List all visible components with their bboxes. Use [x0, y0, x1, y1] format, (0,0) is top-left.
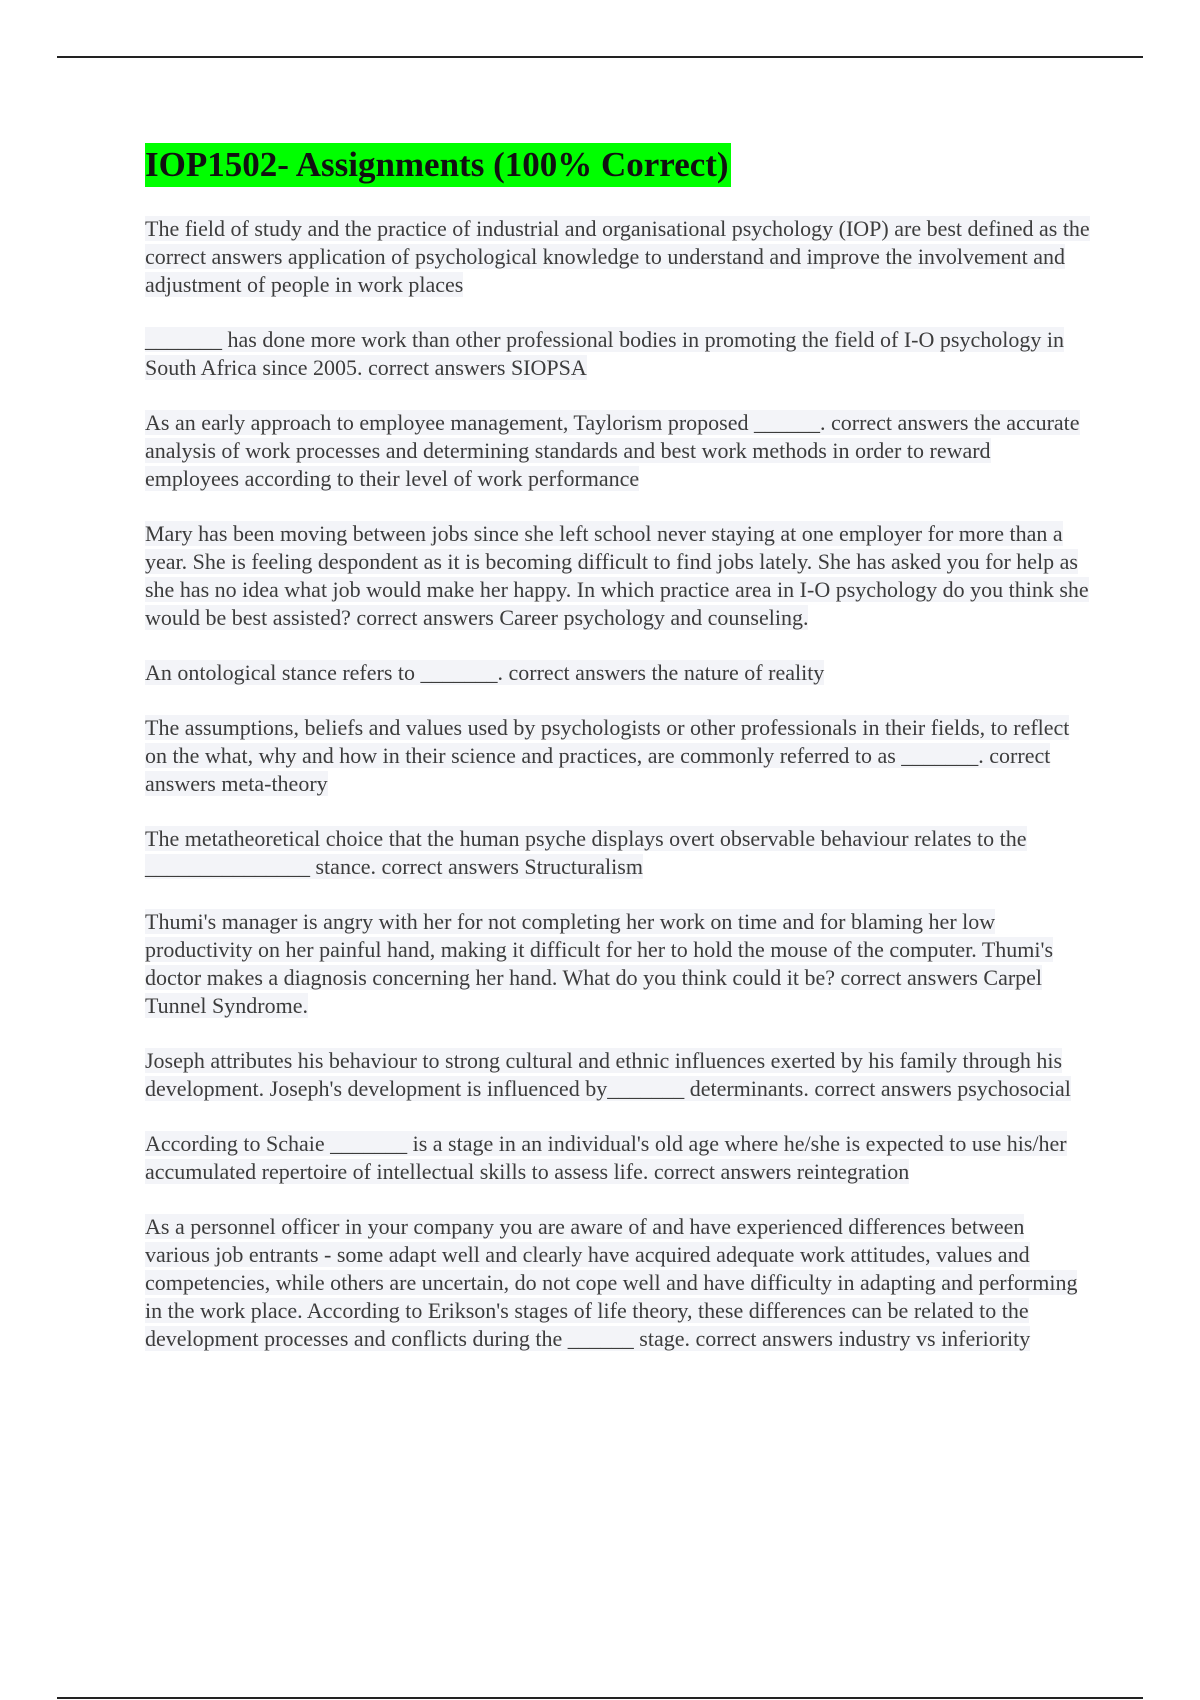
- qa-item: [145, 520, 1090, 632]
- qa-item-text: As a personnel officer in your company you are aware of and have experienced differences between various job entrants - some adapt well and clearly have acquired adequate work attitudes, values and competencies, while others are uncertain, do not cope well and have difficulty in adapting and performing in the work place. According to Erikson's stages of life theory, these differences can be related to the development processes and conflicts during the ______ stage. correct answers industry vs inferiority: [145, 1214, 1078, 1351]
- qa-item-text: The assumptions, beliefs and values used by psychologists or other professionals in their fields, to reflect on the what, why and how in their science and practices, are commonly referred to as _______. correct answers meta-theory: [145, 715, 1070, 796]
- qa-item: [145, 1047, 1090, 1103]
- qa-item: [145, 825, 1090, 881]
- qa-item-text: _______ has done more work than other professional bodies in promoting the field of I-O psychology in South Africa since 2005. correct answers SIOPSA: [145, 327, 1064, 380]
- qa-item: [145, 326, 1090, 382]
- qa-item-text: An ontological stance refers to _______. correct answers the nature of reality: [145, 660, 825, 685]
- qa-item-text: The field of study and the practice of industrial and organisational psychology (IOP) are best defined as the correct answers application of psychological knowledge to understand and improve the involvement and adjustment of people in work places: [145, 216, 1090, 297]
- qa-item: [145, 908, 1090, 1020]
- qa-item: [145, 1213, 1090, 1353]
- qa-list: [145, 215, 1090, 1353]
- qa-item-text: Joseph attributes his behaviour to strong cultural and ethnic influences exerted by his family through his development. Joseph's development is influenced by_______ determinants. correct answers psychosocial: [145, 1048, 1071, 1101]
- qa-item: [145, 714, 1090, 798]
- qa-item-text: According to Schaie _______ is a stage in an individual's old age where he/she is expected to use his/her accumulated repertoire of intellectual skills to assess life. correct answers reintegration: [145, 1131, 1067, 1184]
- qa-item-text: The metatheoretical choice that the human psyche displays overt observable behaviour relates to the _______________ stance. correct answers Structuralism: [145, 826, 1027, 879]
- qa-item-text: Mary has been moving between jobs since she left school never staying at one employer for more than a year. She is feeling despondent as it is becoming difficult to find jobs lately. She has asked you for help as she has no idea what job would make her happy. In which practice area in I-O psychology do you think she would be best assisted? correct answers Career psychology and counseling.: [145, 521, 1089, 630]
- qa-item: [145, 1130, 1090, 1186]
- qa-item: [145, 215, 1090, 299]
- document-body: [145, 143, 1090, 1380]
- qa-item-text: Thumi's manager is angry with her for not completing her work on time and for blaming her low productivity on her painful hand, making it difficult for her to hold the mouse of the computer. Thumi's doctor makes a diagnosis concerning her hand. What do you think could it be? correct answers Carpel Tunnel Syndrome.: [145, 909, 1054, 1018]
- qa-item: [145, 409, 1090, 493]
- top-rule: [57, 56, 1143, 58]
- bottom-rule: [57, 1697, 1143, 1699]
- qa-item: [145, 659, 1090, 687]
- document-title: IOP1502- Assignments (100% Correct): [145, 143, 731, 187]
- qa-item-text: As an early approach to employee management, Taylorism proposed ______. correct answers the accurate analysis of work processes and determining standards and best work methods in order to reward employees according to their level of work performance: [145, 410, 1080, 491]
